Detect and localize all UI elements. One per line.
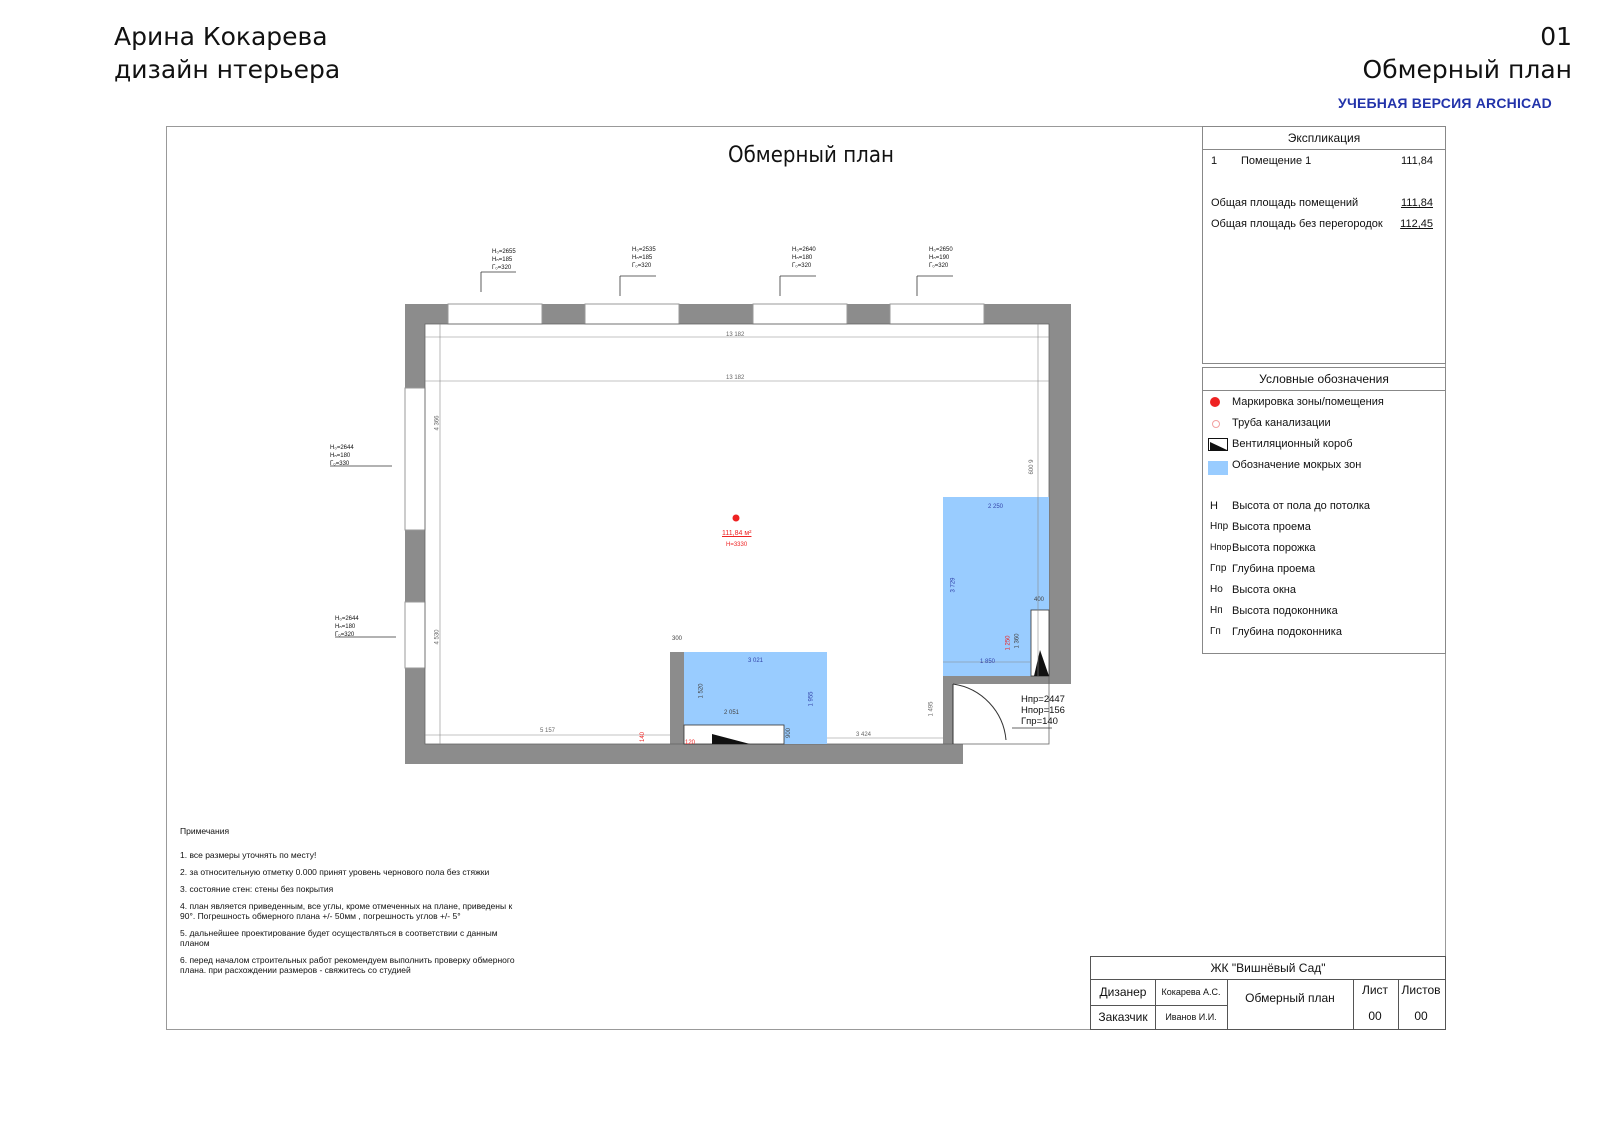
dim-wet-top: 2 250 [988,504,1004,510]
dim-wet-vert: 3 729 [950,577,957,593]
legend-list [1208,396,1444,646]
dim-left-1: 4 366 [434,415,441,431]
explication-total-value: 111,84 [1400,197,1433,209]
window-callout-2: Н₀=2535 Нₙ=185 Г₀=320 [632,247,656,269]
dim-left-2: 4 530 [434,629,441,645]
dim-bath-top: 3 021 [748,658,764,664]
dim-red-1: 1 250 [1005,635,1012,651]
dim-wet-bottom: 1 850 [980,659,996,665]
legend-item-ho: Высота окна [1232,584,1296,596]
stamp-sheet-name: Обмерный план [1245,991,1335,1005]
wall-right [1049,304,1071,684]
dim-top-1: 13 182 [726,332,745,338]
stamp-sheets-value: 00 [1414,1009,1428,1023]
window-callout-left-2: Н₀=2644 Нₙ=180 Г₀=320 [335,616,359,638]
dim-bath-vert-1: 1 520 [698,683,705,699]
stamp-client-label: Заказчик [1091,1005,1156,1029]
window-callout-left-1: Н₀=2644 Нₙ=180 Г₀=330 [330,445,354,467]
watermark: УЧЕБНАЯ ВЕРСИЯ ARCHICAD [1338,95,1552,111]
sheet-number: 01 [1540,22,1572,51]
window-left-2 [405,602,425,668]
notes-block [180,826,520,982]
note-3: 3. состояние стен: стены без покрытия [180,884,334,894]
dim-bath-inner: 2 051 [724,710,740,716]
window-callout-3: Н₀=2640 Нₙ=180 Г₀=320 [792,247,816,269]
stamp-project: ЖК "Вишнёвый Сад" [1091,957,1445,980]
vent-box-icon [1208,438,1228,452]
author-subtitle: дизайн нтерьера [114,55,341,84]
dim-red-2: 140 [640,731,647,743]
window-left-1 [405,388,425,530]
dim-small-2: 1 360 [1014,633,1021,649]
legend-sym-gpr: Гпр [1210,563,1227,574]
stamp-sheet-label: Лист [1361,983,1389,997]
door-callout: Нпр=2447 Нпор=156 Гпр=140 [1021,694,1065,727]
legend-item-hp: Высота подоконника [1232,605,1338,617]
plan-title: Обмерный план [728,143,894,168]
explication-row-area: 111,84 [1400,155,1433,167]
dim-bath-left: 300 [672,636,683,642]
explication-total2-value: 112,45 [1400,218,1433,230]
legend-item-sewer-pipe: Труба канализации [1232,417,1331,429]
legend-sym-hpr: Нпр [1210,521,1229,532]
wall-lower-right [943,676,1071,684]
note-5: 5. дальнейшее проектирование будет осуществляться в соответствии с данным планом [180,928,498,948]
dim-door: 1 495 [928,701,935,717]
dim-red-3: 120 [685,740,696,746]
stamp-sheets-label: Листов [1401,983,1441,997]
legend-item-zone-marker: Маркировка зоны/помещения [1232,396,1384,408]
stamp-sheet-value: 00 [1368,1009,1382,1023]
explication-row-name: Помещение 1 [1241,155,1312,167]
dim-bath-vert-2: 1 955 [808,691,815,707]
note-1: 1. все размеры уточнять по месту! [180,850,317,860]
wet-zone-icon [1208,461,1228,475]
legend-title: Условные обозначения [1203,368,1445,391]
window-callout-4: Н₀=2650 Нₙ=190 Г₀=320 [929,247,953,269]
windows-left [405,388,425,668]
wall-door-jamb [943,676,953,764]
dim-bath-small: 900 [786,727,793,739]
zone-marker-icon [1210,397,1220,407]
wall-left [405,304,425,764]
window-callout-1: Н₀=2655 Нₙ=185 Г₀=320 [492,249,516,271]
legend-sym-hpor: Нпор [1210,542,1232,552]
window-top-3 [753,304,847,324]
legend-item-gpr: Глубина проема [1232,563,1316,575]
room-height-label: Н=3330 [726,542,748,548]
note-2: 2. за относительную отметку 0.000 принят уровень чернового пола без стяжки [180,867,490,877]
room-area-label: 111,84 м² [722,530,752,537]
sewer-pipe-icon [1212,420,1220,428]
window-top-1 [448,304,542,324]
dim-small-1: 400 [1034,597,1045,603]
legend-sym-ho: Но [1210,584,1223,595]
note-6: 6. перед началом строительных работ рекомендуем выполнить проверку обмерного плана. при расхождении размеров - свяжитесь со студией [180,955,515,975]
dim-bottom-left: 5 157 [540,728,556,734]
author-name: Арина Кокарева [114,22,328,51]
legend-sym-h: Н [1210,500,1218,512]
wall-bath-partition [670,652,684,748]
note-4: 4. план является приведенным, все углы, кроме отмеченных на плане, приведены к 90°. Погрешность обмерного плана +/- 50мм , погрешность углов +/- 5° [180,901,513,921]
legend-item-vent-box: Вентиляционный короб [1232,438,1353,450]
legend-item-h: Высота от пола до потолка [1232,500,1371,512]
stamp-designer-name: Кокарева А.С. [1155,979,1228,1006]
window-top-2 [585,304,679,324]
stamp-designer-label: Дизанер [1091,979,1156,1006]
legend-item-wet-zone: Обозначение мокрых зон [1232,459,1362,471]
dim-bottom-mid: 3 424 [856,732,872,738]
notes-title: Примечания [180,826,230,836]
legend-sym-gp: Гп [1210,626,1221,637]
explication-total-label: Общая площадь помещений [1211,197,1359,209]
explication-total2-label: Общая площадь без перегородок [1211,218,1383,230]
legend-item-hpor: Высота порожка [1232,542,1316,554]
legend-item-hpr: Высота проема [1232,521,1311,533]
explication-row-num: 1 [1211,155,1218,167]
room-marker-icon [733,515,740,522]
dim-right-1: 6 009 [1026,459,1033,475]
stamp-client-name: Иванов И.И. [1155,1005,1228,1029]
legend-item-gp: Глубина подоконника [1232,626,1342,638]
legend-sym-hp: Нп [1210,605,1223,616]
door-swing-arc [953,684,1006,740]
explication-title: Экспликация [1203,127,1445,150]
dim-top-2: 13 182 [726,375,745,381]
title-block [1090,956,1446,1030]
window-top-4 [890,304,984,324]
sheet-title: Обмерный план [1362,55,1572,84]
explication-panel [1202,126,1446,364]
